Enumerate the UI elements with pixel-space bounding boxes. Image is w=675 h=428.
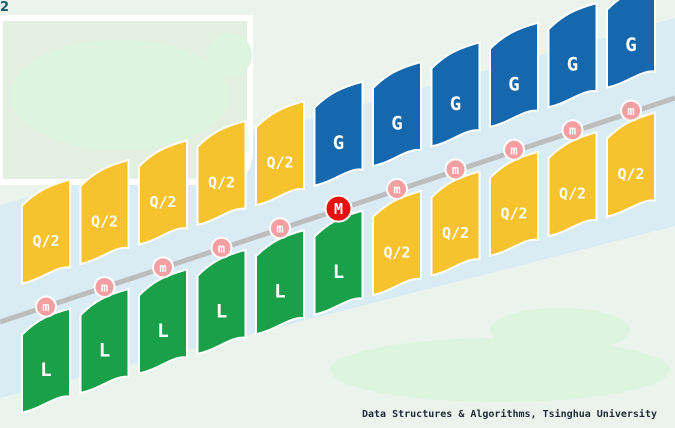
divider-marker-9 xyxy=(504,140,524,160)
marker-label: m xyxy=(217,241,226,256)
divider-marker-2 xyxy=(95,277,115,297)
pale-blob-mid xyxy=(490,308,630,352)
tile-label: Q/2 xyxy=(149,192,177,211)
tile-label: G xyxy=(391,112,403,135)
marker-label: m xyxy=(510,143,518,158)
tile-label: G xyxy=(625,34,637,57)
marker-label: m xyxy=(159,260,167,275)
footer-credit: Data Structures & Algorithms, Tsinghua University xyxy=(361,409,657,420)
tile-label: L xyxy=(157,319,169,342)
tile-label: L xyxy=(40,359,52,382)
tile-label: Q/2 xyxy=(441,223,470,242)
median-marker xyxy=(326,196,352,222)
tile-g-8 xyxy=(432,42,480,146)
tile-g-10 xyxy=(549,3,597,107)
divider-marker-7 xyxy=(387,179,407,199)
tile-label: Q/2 xyxy=(90,212,119,231)
tile-label: Q/2 xyxy=(266,153,294,172)
marker-label: M xyxy=(333,200,344,219)
marker-label: m xyxy=(100,280,109,295)
tile-label: L xyxy=(98,339,111,362)
marker-label: m xyxy=(568,123,577,138)
marker-label: m xyxy=(627,104,635,119)
divider-marker-4 xyxy=(212,238,232,258)
tile-label: G xyxy=(449,92,462,115)
tile-label: G xyxy=(566,53,579,76)
tile-label: G xyxy=(332,132,345,155)
tile-label: L xyxy=(215,300,228,323)
tile-q-half-5 xyxy=(256,101,304,205)
marker-label: m xyxy=(393,182,401,197)
tile-label: Q/2 xyxy=(617,165,645,184)
marker-label: m xyxy=(276,221,284,236)
tile-label: Q/2 xyxy=(32,232,60,251)
tile-g-6 xyxy=(315,82,363,186)
tile-label: Q/2 xyxy=(558,184,587,203)
marker-label: m xyxy=(451,162,460,177)
tile-g-7 xyxy=(373,62,421,166)
pale-blob-small xyxy=(208,33,252,77)
tile-label: L xyxy=(274,280,286,303)
pale-blob-top xyxy=(10,40,230,150)
divider-marker-11 xyxy=(621,101,641,121)
tile-g-9 xyxy=(490,23,538,127)
tile-label: Q/2 xyxy=(500,204,528,223)
marker-label: m xyxy=(42,300,50,315)
tile-q-half-1 xyxy=(22,180,70,284)
tile-label: G xyxy=(508,73,520,96)
divider-marker-8 xyxy=(446,159,466,179)
tile-label: L xyxy=(332,261,345,284)
divider-marker-3 xyxy=(153,257,173,277)
pale-blob-bottom xyxy=(330,338,670,402)
divider-marker-1 xyxy=(36,297,56,317)
tile-label: Q/2 xyxy=(207,173,236,192)
divider-marker-10 xyxy=(563,120,583,140)
slide-number: 2 xyxy=(0,0,10,15)
tile-label: Q/2 xyxy=(383,243,411,262)
divider-marker-5 xyxy=(270,218,290,238)
